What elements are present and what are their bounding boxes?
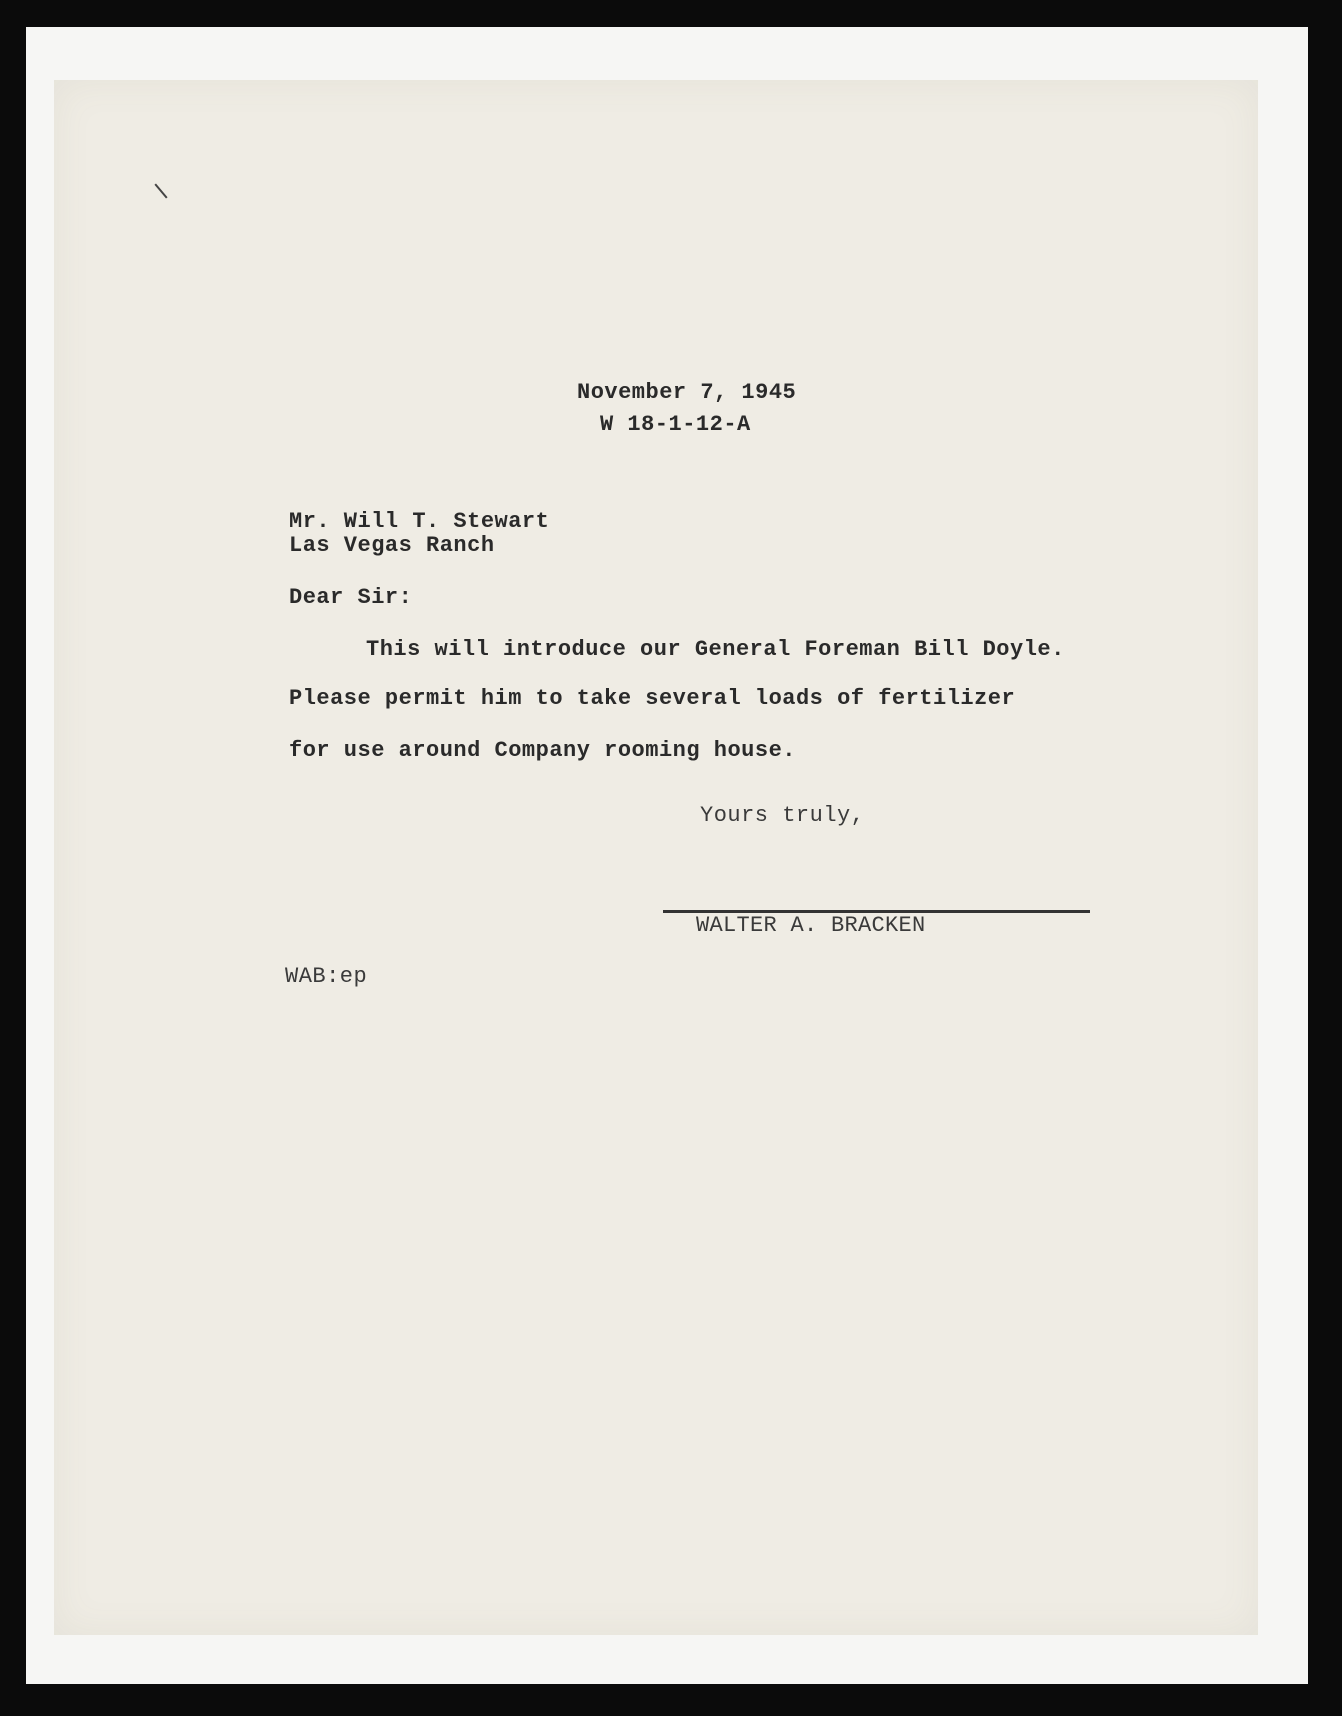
typist-initials: WAB:ep	[285, 964, 368, 989]
body-line-1: This will introduce our General Foreman Bill Doyle.	[366, 637, 1065, 662]
body-line-3: for use around Company rooming house.	[289, 738, 796, 763]
body-line-2: Please permit him to take several loads of fertilizer	[289, 686, 1016, 711]
recipient-name: Mr. Will T. Stewart	[289, 509, 550, 534]
letter-page	[54, 80, 1258, 1635]
letter-date: November 7, 1945	[577, 380, 797, 405]
closing: Yours truly,	[700, 803, 865, 828]
salutation: Dear Sir:	[289, 585, 413, 610]
file-reference: W 18-1-12-A	[600, 412, 751, 437]
recipient-place: Las Vegas Ranch	[289, 533, 495, 558]
signature-name: WALTER A. BRACKEN	[696, 913, 926, 938]
